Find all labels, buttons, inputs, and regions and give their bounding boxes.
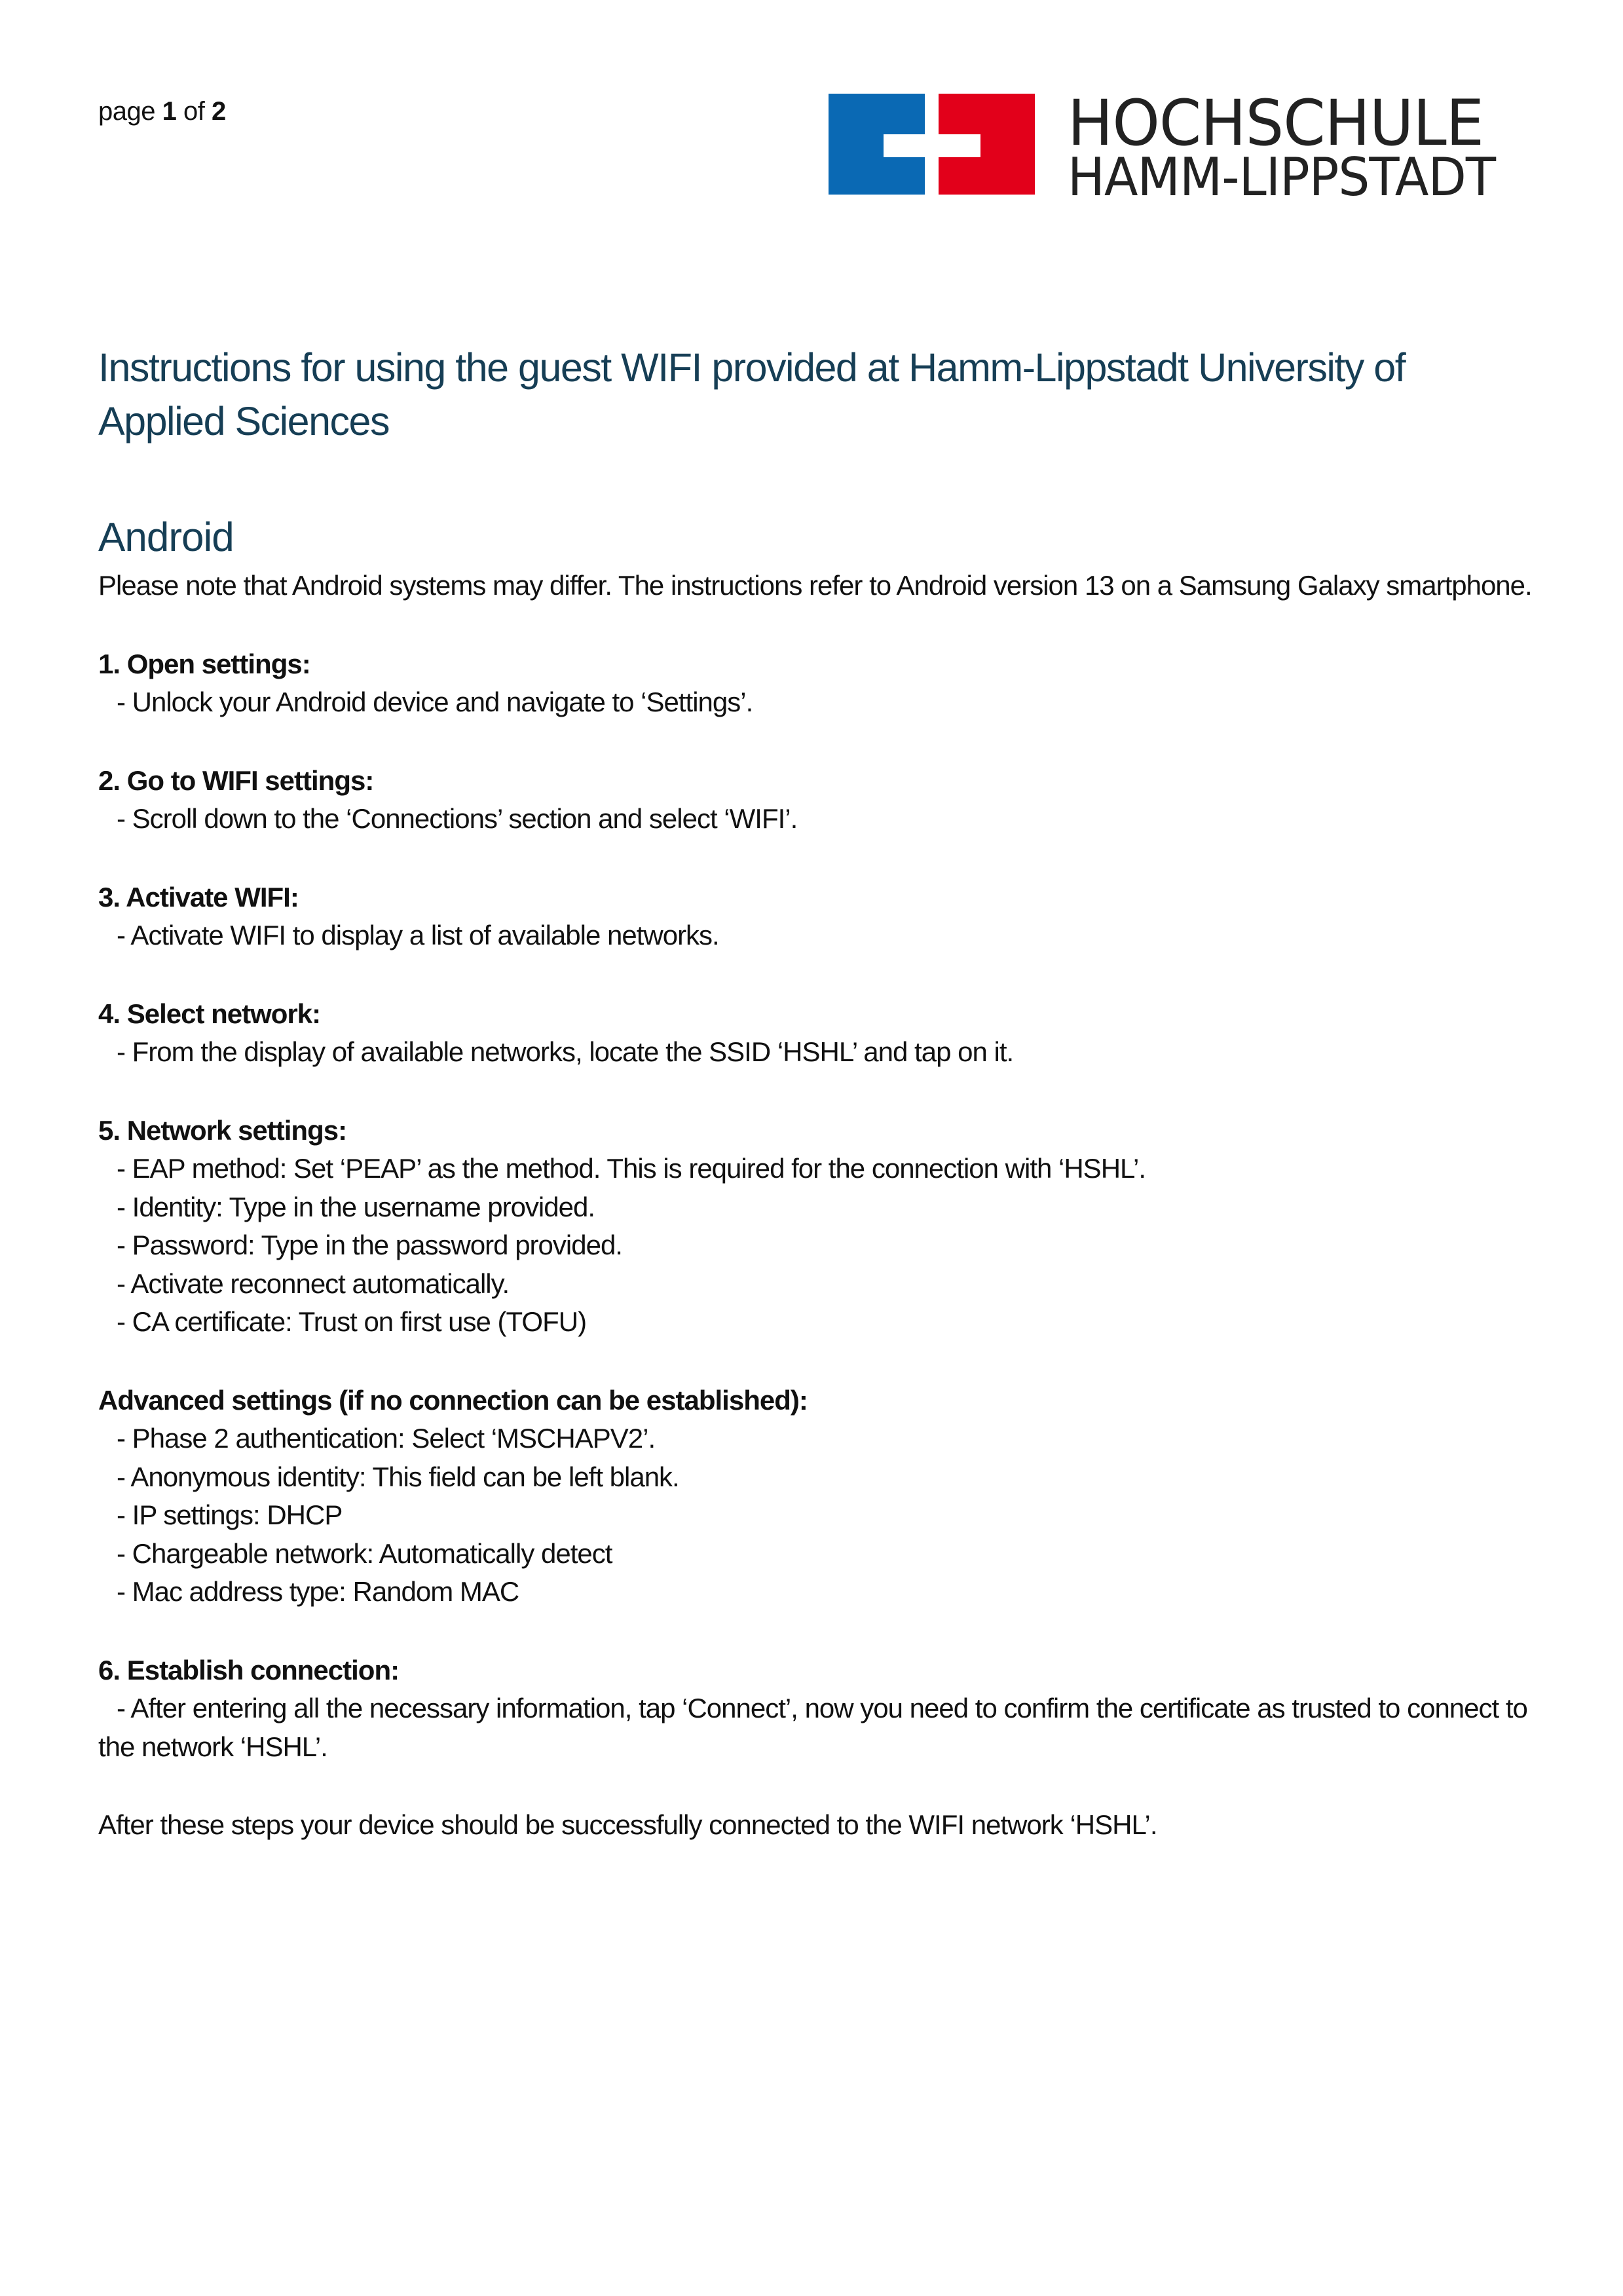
step-item: - Unlock your Android device and navigate to ‘Settings’. <box>117 687 753 717</box>
step-item: - Mac address type: Random MAC <box>117 1576 519 1607</box>
step-item: - Identity: Type in the username provided. <box>117 1191 595 1222</box>
step-item: - Activate WIFI to display a list of available networks. <box>117 920 719 950</box>
step-item: - Scroll down to the ‘Connections’ section and select ‘WIFI’. <box>117 803 798 834</box>
page-indicator <box>98 97 226 126</box>
step-heading: 6. Establish connection: <box>98 1654 400 1685</box>
closing-text: After these steps your device should be successfully connected to the WIFI network ‘HSHL’. <box>98 1809 1157 1840</box>
step-item: - After entering all the necessary information, tap ‘Connect’, now you need to confirm the certificate as trusted to connect to the network ‘HSHL’. <box>98 1693 1527 1762</box>
page-label: page <box>98 97 155 126</box>
section-heading-android: Android <box>98 515 234 560</box>
document-title: Instructions for using the guest WIFI provided at Hamm-Lippstadt University of Applied Sciences <box>98 345 1406 443</box>
step-heading: 3. Activate WIFI: <box>98 881 299 913</box>
step-item: - IP settings: DHCP <box>117 1499 343 1530</box>
advanced-settings-heading: Advanced settings (if no connection can be established): <box>98 1384 808 1416</box>
step-item: - Chargeable network: Automatically detect <box>117 1537 612 1569</box>
step-item: - Password: Type in the password provided. <box>117 1230 622 1260</box>
step-item: - Anonymous identity: This field can be left blank. <box>117 1461 679 1492</box>
step-item: - Activate reconnect automatically. <box>117 1268 510 1299</box>
step-heading: 4. Select network: <box>98 998 321 1029</box>
step-heading: 1. Open settings: <box>98 648 310 679</box>
step-heading: 5. Network settings: <box>98 1114 347 1146</box>
university-logo <box>829 86 1536 208</box>
step-item: - From the display of available networks, locate the SSID ‘HSHL’ and tap on it. <box>117 1036 1014 1067</box>
step-item: - CA certificate: Trust on first use (TOFU) <box>117 1306 587 1337</box>
intro-text: Please note that Android systems may differ. The instructions refer to Android version 13 on a Samsung Galaxy smartphone. <box>98 570 1532 601</box>
instructions-body <box>98 567 1552 1845</box>
page-total: 2 <box>211 97 226 126</box>
step-heading: 2. Go to WIFI settings: <box>98 764 374 796</box>
step-item: - Phase 2 authentication: Select ‘MSCHAPV2’. <box>117 1423 656 1454</box>
page-current: 1 <box>162 97 177 126</box>
logo-cross-bar <box>884 134 980 157</box>
logo-text-line2: HAMM-LIPPSTADT <box>1068 147 1496 208</box>
page-of: of <box>183 97 205 126</box>
step-item: - EAP method: Set ‘PEAP’ as the method. This is required for the connection with ‘HSHL’. <box>117 1153 1146 1184</box>
logo-text-line1: HOCHSCHULE <box>1068 86 1484 160</box>
